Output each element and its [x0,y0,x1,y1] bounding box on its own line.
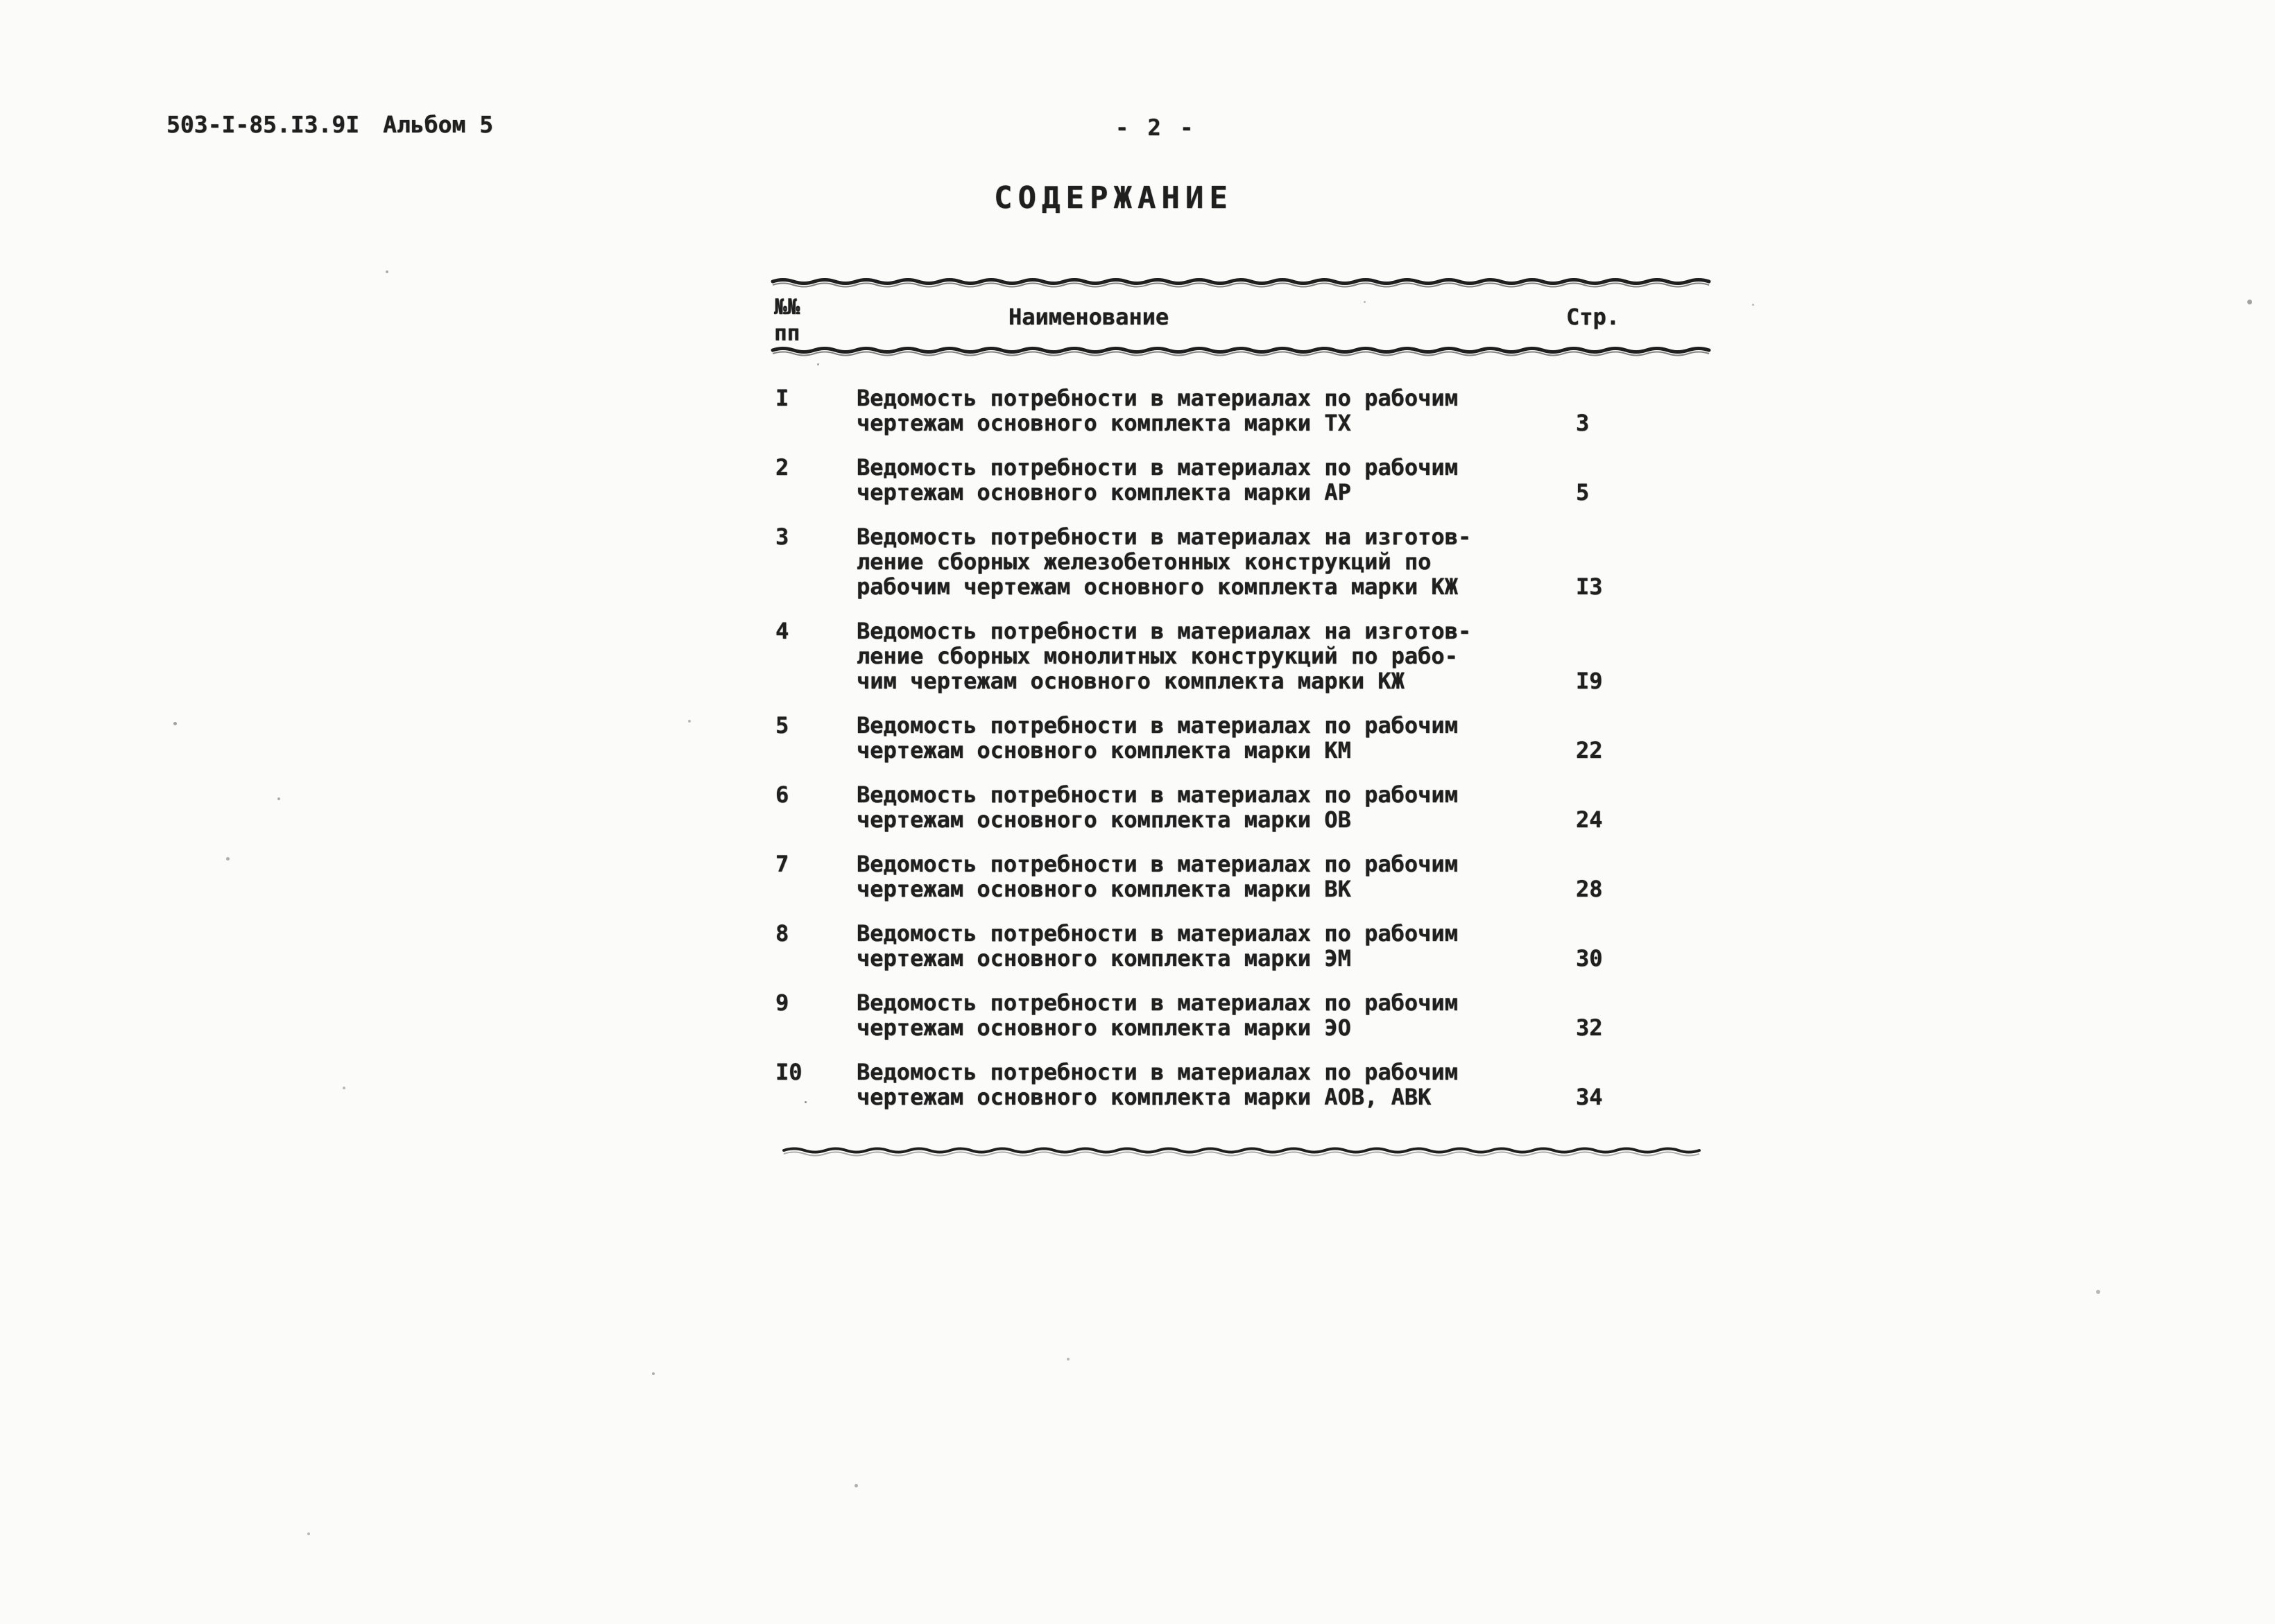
scan-speck [173,722,177,725]
row-title-line: Ведомость потребности в материалах по рабочим [857,385,1458,411]
row-title-line: Ведомость потребности в материалах по рабочим [857,781,1458,808]
scan-speck [688,720,691,723]
column-header-number [774,294,800,347]
row-page: I9 [1576,668,1603,694]
row-page: 22 [1576,737,1603,763]
scan-speck [1752,304,1754,306]
scan-speck [2096,1290,2100,1294]
row-number: I0 [775,1059,802,1085]
row-number: 7 [775,851,789,877]
table-top-border [771,276,1715,290]
table-bottom-border [782,1145,1717,1159]
row-number: 6 [775,781,789,808]
row-title [857,455,1470,505]
row-page: 24 [1576,806,1603,833]
scan-speck [817,363,819,365]
page-number: - 2 - [1115,114,1196,141]
row-title [857,386,1470,435]
column-header-number-line2: пп [774,321,800,346]
row-title-line: Ведомость потребности в материалах по рабочим [857,1059,1458,1085]
scan-speck [343,1087,345,1089]
scan-speck [2247,300,2252,304]
row-title-line: Ведомость потребности в материалах по рабочим [857,851,1458,877]
column-header-name: Наименование [1008,304,1169,330]
page-title: СОДЕРЖАНИЕ [994,180,1233,216]
row-page: 5 [1576,479,1590,506]
table-row [771,990,1717,1040]
row-page: 3 [1576,410,1590,436]
row-title-line: чертежам основного комплекта марки ОВ [857,806,1351,833]
row-page: 32 [1576,1014,1603,1041]
row-page: I3 [1576,573,1603,600]
row-title-line: чим чертежам основного комплекта марки КЖ [857,668,1405,694]
row-title-line: Ведомость потребности в материалах по рабочим [857,454,1458,481]
table-row [771,921,1717,971]
row-title-line: чертежам основного комплекта марки ТХ [857,410,1351,436]
row-title-line: Ведомость потребности в материалах по рабочим [857,920,1458,947]
scan-speck [652,1372,655,1375]
scan-speck [277,797,280,800]
table-row [771,386,1717,435]
row-number: 4 [775,618,789,644]
row-title-line: чертежам основного комплекта марки ЭМ [857,945,1351,971]
row-title [857,524,1470,599]
document-header [166,111,493,138]
row-title-line: чертежам основного комплекта марки АОВ, АВК [857,1084,1432,1110]
album-label: Альбом 5 [383,111,494,138]
row-title-line: чертежам основного комплекта марки ВК [857,876,1351,902]
scan-speck [855,1484,858,1487]
row-title-line: чертежам основного комплекта марки КМ [857,737,1351,763]
table-row [771,455,1717,505]
table-row [771,524,1717,599]
table-row [771,1060,1717,1109]
row-number: 3 [775,524,789,550]
row-title-line: ление сборных монолитных конструкций по рабо- [857,643,1458,669]
row-page: 34 [1576,1084,1603,1110]
row-title-line: Ведомость потребности в материалах по рабочим [857,712,1458,738]
row-title [857,782,1470,832]
row-title [857,921,1470,971]
row-title [857,713,1470,763]
column-header-page: Стр. [1566,304,1620,330]
row-number: 8 [775,920,789,947]
table-row [771,782,1717,832]
table-row [771,713,1717,763]
column-header-number-line1: №№ [774,295,800,320]
scan-speck [226,857,230,861]
row-title-line: Ведомость потребности в материалах на изготов- [857,618,1472,644]
row-page: 30 [1576,945,1603,971]
row-title [857,619,1470,693]
row-title-line: Ведомость потребности в материалах по рабочим [857,990,1458,1016]
scan-speck [307,1532,310,1535]
row-title [857,1060,1470,1109]
row-number: 9 [775,990,789,1016]
document-code: 503-I-85.I3.9I [166,111,360,138]
row-title-line: Ведомость потребности в материалах на изготов- [857,524,1472,550]
scan-speck [805,1101,807,1103]
table-row [771,619,1717,693]
row-number: 2 [775,454,789,481]
row-number: I [775,385,789,411]
row-title-line: рабочим чертежам основного комплекта марки КЖ [857,573,1458,600]
row-title-line: чертежам основного комплекта марки ЭО [857,1014,1351,1041]
table-of-contents [771,386,1717,1129]
row-title [857,990,1470,1040]
row-number: 5 [775,712,789,738]
table-row [771,852,1717,901]
scan-speck [1067,1358,1070,1360]
row-title-line: чертежам основного комплекта марки АР [857,479,1351,506]
scan-speck [1364,301,1366,303]
scan-speck [386,270,388,273]
row-title [857,852,1470,901]
row-title-line: ление сборных железобетонных конструкций по [857,548,1432,575]
table-header-border [771,345,1715,359]
row-page: 28 [1576,876,1603,902]
